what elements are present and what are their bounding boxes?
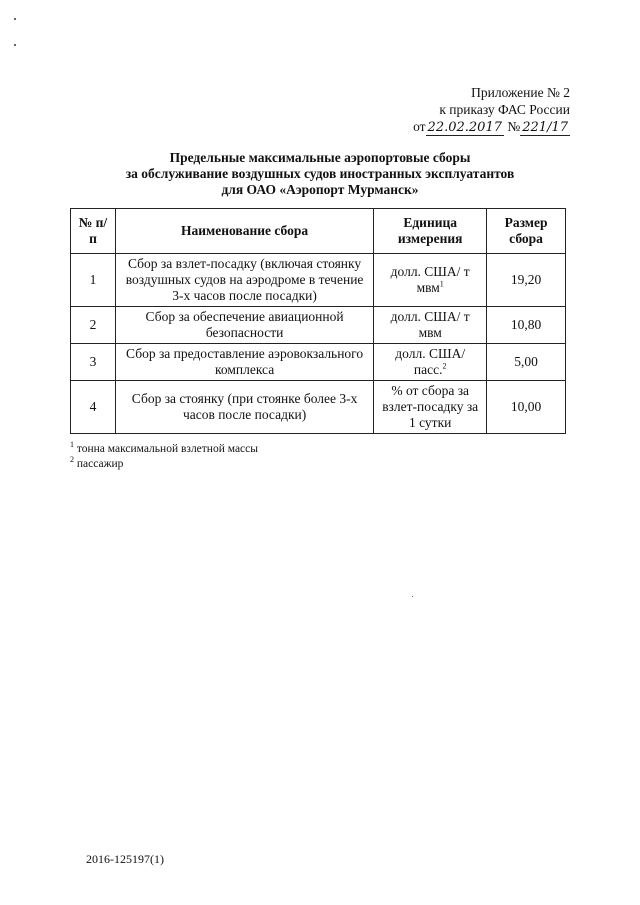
title-line-2: за обслуживание воздушных судов иностранных эксплуатантов	[125, 166, 515, 181]
table-header-row	[71, 209, 566, 254]
scan-speck	[412, 596, 413, 597]
fee-name: Сбор за предоставление аэровокзального комплекса	[115, 344, 373, 381]
fee-unit: долл. США/ т мвм$^1$	[374, 254, 487, 307]
handwritten-date: 22.02.2017	[427, 120, 502, 135]
fee-name: Сбор за обеспечение авиационной безопасности	[115, 307, 373, 344]
header-number: № п/п	[71, 209, 116, 254]
fee-name: Сбор за стоянку (при стоянке более 3-х часов после посадки)	[115, 381, 373, 434]
scan-speck	[14, 44, 16, 46]
document-title	[90, 150, 550, 198]
from-label: от	[413, 119, 426, 134]
title-line-1: Предельные максимальные аэропортовые сборы	[169, 150, 471, 165]
table-row	[71, 254, 566, 307]
order-reference: к приказу ФАС России	[439, 102, 570, 117]
appendix-number: Приложение № 2	[471, 85, 570, 100]
header-fee-name: Наименование сбора	[115, 209, 373, 254]
order-date-number-line	[413, 118, 570, 136]
handwritten-order-number: 221/17	[522, 120, 568, 135]
fee-unit: долл. США/ т мвм	[374, 307, 487, 344]
row-number: 1	[71, 254, 116, 307]
document-registration-number: 2016-125197(1)	[86, 852, 164, 866]
header-fee-size: Размер сбора	[487, 209, 566, 254]
row-number: 3	[71, 344, 116, 381]
table-row	[71, 307, 566, 344]
footnote-2: $^2$ пассажир	[70, 455, 124, 470]
header-unit: Единица измерения	[374, 209, 487, 254]
fee-size: 5,00	[487, 344, 566, 381]
row-number: 4	[71, 381, 116, 434]
row-number: 2	[71, 307, 116, 344]
fee-name: Сбор за взлет-посадку (включая стоянку воздушных судов на аэродроме в течение 3-х часов после посадки)	[115, 254, 373, 307]
fee-size: 19,20	[487, 254, 566, 307]
appendix-header	[413, 84, 570, 136]
table-row	[71, 381, 566, 434]
footnotes	[70, 442, 258, 472]
fee-size: 10,00	[487, 381, 566, 434]
table-row	[71, 344, 566, 381]
scan-speck	[14, 18, 16, 20]
title-line-3: для ОАО «Аэропорт Мурманск»	[221, 182, 419, 197]
fee-size: 10,80	[487, 307, 566, 344]
fee-unit: % от сбора за взлет-посадку за 1 сутки	[374, 381, 487, 434]
fees-table	[70, 208, 566, 434]
fee-unit: долл. США/ пасс.$^2$	[374, 344, 487, 381]
number-label: №	[507, 119, 521, 134]
footnote-1: $^1$ тонна максимальной взлетной массы	[70, 440, 258, 455]
